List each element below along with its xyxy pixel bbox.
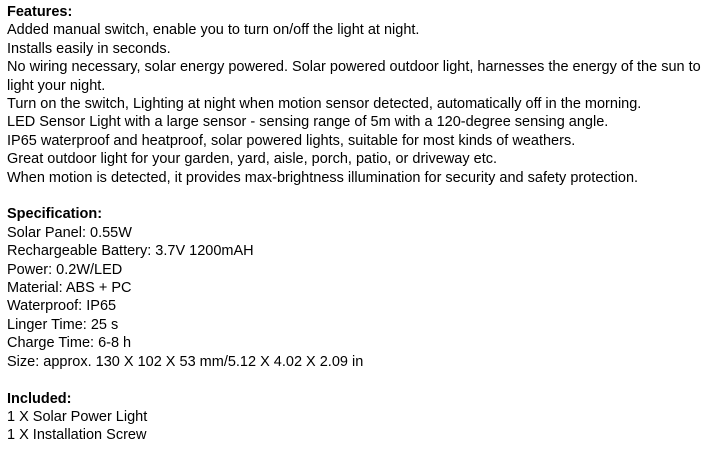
included-line: 1 X Solar Power Light [7,408,148,425]
specification-heading: Specification: [7,206,103,223]
spec-line: Rechargeable Battery: 3.7V 1200mAH [7,243,254,260]
spec-line: Material: ABS + PC [7,280,132,297]
spec-line: Waterproof: IP65 [7,298,117,315]
included-line: 1 X Installation Screw [7,427,147,444]
features-heading: Features: [7,4,73,20]
feature-line: Added manual switch, enable you to turn on/off the light at night. [7,22,420,39]
feature-line: When motion is detected, it provides max-brightness illumination for security and safety protection. [7,169,639,186]
specification-section [7,205,709,371]
included-section [7,390,709,445]
spec-line: Charge Time: 6-8 h [7,335,132,352]
feature-line: No wiring necessary, solar energy powered. Solar powered outdoor light, harnesses the energy of the sun to light your night. [7,59,701,94]
included-heading: Included: [7,390,72,407]
feature-line: LED Sensor Light with a large sensor - sensing range of 5m with a 120-degree sensing angle. [7,114,609,131]
spec-line: Solar Panel: 0.55W [7,224,132,241]
feature-line: Turn on the switch, Lighting at night when motion sensor detected, automatically off in the morning. [7,96,642,113]
spec-line: Size: approx. 130 X 102 X 53 mm/5.12 X 4.02 X 2.09 in [7,353,364,370]
spec-line: Power: 0.2W/LED [7,261,123,278]
feature-line: Installs easily in seconds. [7,40,171,57]
features-section [7,3,709,187]
feature-line: IP65 waterproof and heatproof, solar powered lights, suitable for most kinds of weathers. [7,132,576,149]
feature-line: Great outdoor light for your garden, yard, aisle, porch, patio, or driveway etc. [7,151,498,168]
spec-line: Linger Time: 25 s [7,316,119,333]
